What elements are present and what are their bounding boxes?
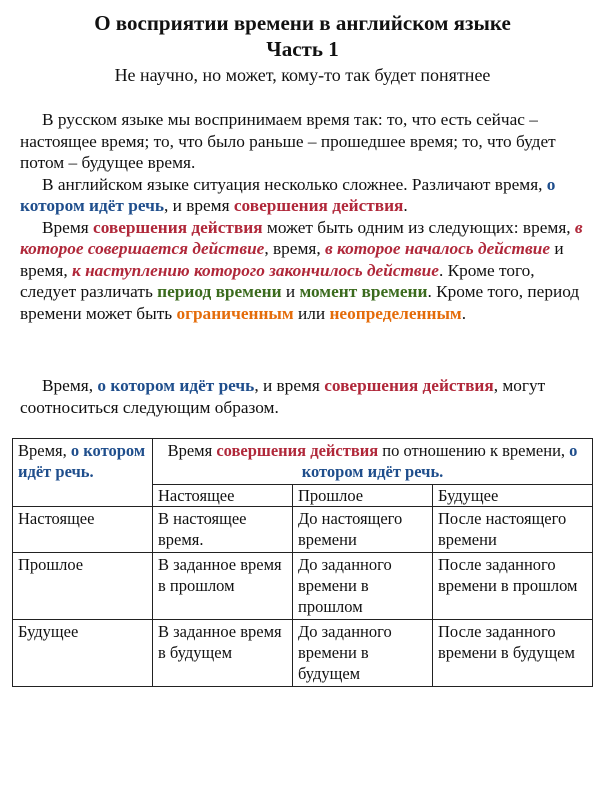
page-title: О восприятии времени в английском языке <box>94 11 511 35</box>
paragraph-russian-time: В русском языке мы воспринимаем время так: то, что есть сейчас – настоящее время; то, что было раньше – прошедшее время; то, что будет потом – будущее время. <box>20 110 556 172</box>
term-reference-time: о котором идёт речь <box>97 376 255 395</box>
column-header: Прошлое <box>293 485 433 507</box>
table-corner-cell: Время, о котором идёт речь. <box>13 439 153 507</box>
table-cell: До заданного времени в прошлом <box>293 553 433 620</box>
term-action-time: совершения действия <box>324 376 494 395</box>
table-cell: В заданное время в прошлом <box>153 553 293 620</box>
table-row <box>13 620 593 687</box>
row-header: Прошлое <box>13 553 153 620</box>
table-row <box>13 553 593 620</box>
term-reference-time: о котором идёт речь <box>20 174 556 215</box>
paragraph-english-time: В английском языке ситуация несколько сложнее. Различают время, о котором идёт речь, и время совершения действия. <box>20 174 556 215</box>
table-row <box>13 507 593 553</box>
column-header: Настоящее <box>153 485 293 507</box>
row-header: Будущее <box>13 620 153 687</box>
table-cell: После настоящего времени <box>433 507 593 553</box>
table-cell: В заданное время в будущем <box>153 620 293 687</box>
term-action-time: совершения действия <box>233 196 404 215</box>
term-limited: ограниченным <box>176 303 294 323</box>
page-part: Часть 1 <box>266 37 339 61</box>
term-indefinite: неопределенным <box>329 303 462 323</box>
table-header-cell: Время совершения действия по отношению к времени, о котором идёт речь. <box>153 439 593 485</box>
term-action-time: совершения действия <box>93 217 263 237</box>
intro-section <box>20 109 585 324</box>
term-period: период времени <box>157 282 282 301</box>
term-action-ongoing: в которое совершается действие <box>20 217 583 258</box>
table-cell: До заданного времени в будущем <box>293 620 433 687</box>
relation-section <box>20 375 585 418</box>
table-cell: После заданного времени в прошлом <box>433 553 593 620</box>
time-relation-table <box>12 438 593 687</box>
table-cell: До настоящего времени <box>293 507 433 553</box>
row-header: Настоящее <box>13 507 153 553</box>
page-subtitle: Не научно, но может, кому-то так будет понятнее <box>114 65 491 85</box>
paragraph-action-types: Время совершения действия может быть одним из следующих: время, в которое совершается действие, время, в которое началось действие и время, к наступлению которого закончилось действие. Кроме того, следует различать период времени и момент времени. Кроме того, период времени может быть ограниченным или неопределенным. <box>20 217 583 323</box>
term-action-started: в которое началось действие <box>325 239 550 258</box>
term-moment: момент времени <box>299 282 428 301</box>
term-action-completed: к наступлению которого закончилось действие <box>72 260 439 280</box>
table-cell: После заданного времени в будущем <box>433 620 593 687</box>
table-cell: В настоящее время. <box>153 507 293 553</box>
column-header: Будущее <box>433 485 593 507</box>
paragraph-relation: Время, о котором идёт речь, и время совершения действия, могут соотноситься следующим образом. <box>20 376 546 417</box>
table-header-row <box>13 439 593 485</box>
